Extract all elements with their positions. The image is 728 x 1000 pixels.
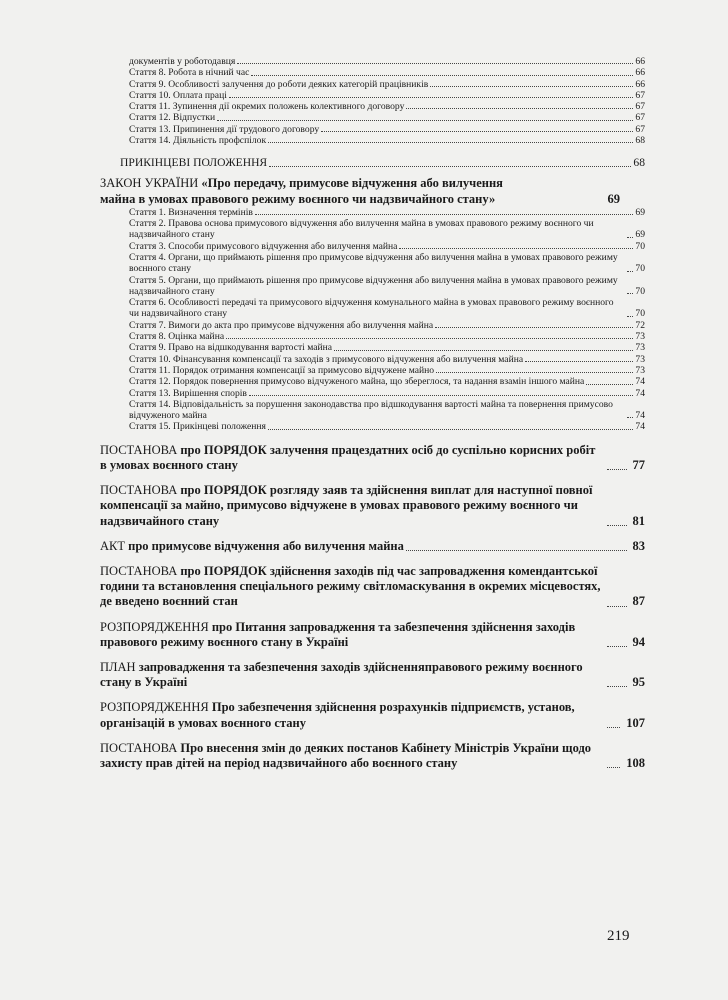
toc-entry-title	[100, 620, 605, 650]
toc-article-entry	[100, 207, 645, 218]
toc-article-entry	[100, 90, 645, 101]
toc-entry-page: 74	[635, 376, 645, 388]
toc-entry-title: Стаття 13. Припинення дії трудового договору	[129, 123, 320, 135]
toc-article-entry	[100, 112, 645, 123]
toc-entry-page: 66	[635, 78, 645, 90]
toc-article-entry	[100, 399, 645, 422]
toc-document-entry	[100, 620, 645, 650]
toc-article-entry	[100, 275, 645, 298]
dot-leader	[525, 361, 633, 362]
toc-entry-page: 73	[635, 342, 645, 354]
toc-entry-title: Стаття 13. Вирішення спорів	[129, 387, 247, 399]
toc-article-entry	[100, 241, 645, 252]
toc-entry-title	[100, 539, 404, 554]
dot-leader	[226, 338, 633, 339]
toc-entry-page: 72	[635, 319, 645, 331]
toc-entry-page: 67	[635, 101, 645, 113]
toc-entry-title: Стаття 9. Особливості залучення до роботи деяких категорій працівників	[129, 78, 429, 90]
dot-leader	[249, 395, 633, 396]
dot-leader	[334, 350, 633, 351]
toc-entry-final-provisions	[100, 156, 645, 170]
toc-article-entry	[100, 252, 645, 275]
toc-article-entry	[100, 320, 645, 331]
toc-article-entry	[100, 67, 645, 78]
document-type: ПЛАН	[100, 659, 139, 674]
toc-entry-page: 73	[635, 353, 645, 365]
toc-entry-title: Стаття 2. Правова основа примусового відчуження або вилучення майна в умовах правового режиму воєнного чи надзвичайного стану	[129, 218, 594, 241]
toc-entry-page: 94	[632, 634, 645, 649]
toc-article-entry	[100, 342, 645, 353]
toc-entry-title	[100, 700, 605, 730]
dot-leader	[430, 86, 633, 87]
toc-entry-title: Стаття 9. Право на відшкодування вартості майна	[129, 342, 333, 354]
dot-leader	[269, 166, 631, 167]
dot-leader	[229, 97, 634, 98]
toc-document-entry	[100, 443, 645, 473]
dot-leader	[627, 293, 633, 294]
toc-entry-page: 70	[635, 263, 645, 275]
toc-entry-title: Стаття 10. Оплата праці	[129, 89, 227, 101]
page-number: 219	[607, 928, 630, 944]
toc-article-entry	[100, 56, 645, 67]
toc-entry-page: 70	[635, 285, 645, 297]
toc-entry-title: Стаття 5. Органи, що приймають рішення про примусове відчуження або вилучення майна в умовах правового режиму надзвичайного стану	[129, 274, 618, 297]
dot-leader	[321, 131, 633, 132]
dot-leader	[268, 429, 633, 430]
toc-entry-title: Стаття 10. Фінансування компенсації та заходів з примусового відчуження або вилучення майна	[129, 353, 524, 365]
toc-article-entry	[100, 388, 645, 399]
toc-entry-title: Стаття 4. Органи, що приймають рішення про примусове відчуження або вилучення майна в умовах правового режиму воєнного стану	[129, 251, 618, 275]
toc-entry-page: 73	[635, 331, 645, 343]
law-title-line2: майна в умовах правового режиму воєнного чи надзвичайного стану»	[100, 191, 496, 206]
toc-entry-page: 68	[635, 135, 645, 147]
toc-entry-title: Стаття 12. Порядок повернення примусово відчуженого майна, що збереглося, та надання взамін іншого майна	[129, 376, 585, 388]
toc-entry-title	[100, 443, 605, 473]
toc-article-entry	[100, 101, 645, 112]
toc-entry-title: Стаття 11. Зупинення дії окремих положень колективного договору	[129, 101, 405, 113]
dot-leader	[607, 686, 627, 687]
dot-leader	[607, 727, 620, 728]
toc-entry-page: 70	[635, 240, 645, 252]
toc-entry-title: Стаття 1. Визначення термінів	[129, 206, 253, 218]
toc-entry-page: 107	[626, 715, 645, 730]
toc-entry-title	[100, 564, 605, 610]
toc-document-entry	[100, 564, 645, 610]
dot-leader	[268, 142, 633, 143]
toc-document-entry	[100, 539, 645, 554]
toc-entry-title	[100, 741, 605, 771]
document-title: про ПОРЯДОК залучення працездатних осіб до суспільно корисних робіт в умовах воєнного стану	[100, 442, 596, 472]
toc-entry-page: 73	[635, 364, 645, 376]
toc-entry-title: Стаття 11. Порядок отримання компенсації за примусово відчужене майно	[129, 364, 435, 376]
document-title: Про внесення змін до деяких постанов Кабінету Міністрів України щодо захисту прав дітей на період надзвичайного або воєнного стану	[100, 740, 592, 770]
toc-entry-page: 74	[635, 410, 645, 422]
document-type: АКТ	[100, 538, 129, 553]
toc-entry-page: 67	[635, 89, 645, 101]
document-type: ПОСТАНОВА	[100, 740, 181, 755]
dot-leader	[627, 316, 633, 317]
document-title: Про забезпечення здійснення розрахунків підприємств, установ, організацій в умовах воєнного стану	[100, 700, 575, 730]
toc-entry-page: 87	[632, 594, 645, 609]
toc-document-entry	[100, 741, 645, 771]
law-prefix: ЗАКОН УКРАЇНИ	[100, 176, 202, 191]
toc-entry-page: 66	[635, 67, 645, 79]
toc-entry-title: Стаття 12. Відпустки	[129, 112, 216, 124]
toc-entry-law	[100, 176, 645, 206]
toc-article-entry	[100, 365, 645, 376]
dot-leader	[607, 606, 627, 607]
toc-entry-page: 77	[632, 457, 645, 472]
toc-entry-page: 83	[632, 538, 645, 553]
toc-entry-title: документів у роботодавця	[129, 56, 236, 67]
toc-article-entry	[100, 331, 645, 342]
articles-top-list	[100, 56, 645, 146]
law-page: 69	[607, 191, 620, 206]
articles-law-list	[100, 207, 645, 433]
toc-document-entry	[100, 483, 645, 529]
toc-entry-title: ПРИКІНЦЕВІ ПОЛОЖЕННЯ	[120, 156, 268, 170]
dot-leader	[627, 271, 633, 272]
dot-leader	[406, 550, 627, 551]
toc-entry-title: Стаття 14. Відповідальність за порушення законодавства про відшкодування вартості майна та повернення примусово відчуженого майна	[129, 398, 613, 422]
document-title: про Питання запровадження та забезпечення здійснення заходів правового режиму воєнного стану в Україні	[100, 619, 576, 649]
toc-entry-page: 68	[633, 156, 645, 170]
toc-article-entry	[100, 354, 645, 365]
document-title: про ПОРЯДОК розгляду заяв та здійснення виплат для наступної повної компенсації за майно, примусово відчужене в умовах правового режиму воєнного чи надзвичайного стану	[100, 483, 593, 528]
toc-entry-page: 74	[635, 387, 645, 399]
toc-document-entry	[100, 700, 645, 730]
toc-entry-title	[100, 483, 605, 529]
document-type: ПОСТАНОВА	[100, 442, 181, 457]
document-type: ПОСТАНОВА	[100, 483, 181, 498]
dot-leader	[435, 327, 633, 328]
document-type: РОЗПОРЯДЖЕННЯ	[100, 700, 212, 715]
toc-article-entry	[100, 376, 645, 387]
toc-article-entry	[100, 218, 645, 241]
toc-entry-page: 95	[632, 675, 645, 690]
toc-entry-page: 69	[635, 229, 645, 241]
toc-entry-title: Стаття 15. Прикінцеві положення	[129, 421, 266, 433]
documents-list	[100, 443, 645, 771]
toc-entry-page: 67	[635, 123, 645, 135]
dot-leader	[607, 646, 627, 647]
dot-leader	[399, 248, 633, 249]
dot-leader	[237, 63, 633, 64]
document-type: ПОСТАНОВА	[100, 563, 181, 578]
toc-entry-page: 67	[635, 112, 645, 124]
toc-entry-title: Стаття 7. Вимоги до акта про примусове відчуження або вилучення майна	[129, 319, 434, 331]
toc-article-entry	[100, 79, 645, 90]
toc-article-entry	[100, 297, 645, 320]
table-of-contents	[100, 56, 645, 771]
dot-leader	[627, 237, 633, 238]
dot-leader	[586, 384, 633, 385]
toc-entry-page: 70	[635, 308, 645, 320]
dot-leader	[436, 372, 633, 373]
dot-leader	[607, 767, 620, 768]
toc-entry-page: 74	[635, 421, 645, 433]
dot-leader	[217, 120, 633, 121]
toc-entry-page: 81	[632, 513, 645, 528]
dot-leader	[627, 417, 633, 418]
toc-article-entry	[100, 124, 645, 135]
toc-entry-title: Стаття 8. Оцінка майна	[129, 331, 225, 343]
dot-leader	[251, 75, 633, 76]
toc-article-entry	[100, 135, 645, 146]
law-title-line1: «Про передачу, примусове відчуження або вилучення	[201, 176, 503, 191]
dot-leader	[255, 214, 633, 215]
dot-leader	[406, 108, 633, 109]
document-type: РОЗПОРЯДЖЕННЯ	[100, 619, 212, 634]
toc-entry-title: Стаття 3. Способи примусового відчуження або вилучення майна	[129, 240, 398, 252]
dot-leader	[607, 469, 627, 470]
toc-entry-title: Стаття 14. Діяльність профспілок	[129, 135, 267, 147]
document-title: про примусове відчуження або вилучення майна	[128, 538, 404, 553]
toc-entry-title	[100, 660, 605, 690]
toc-entry-page: 108	[626, 755, 645, 770]
toc-entry-page: 66	[635, 56, 645, 67]
toc-article-entry	[100, 421, 645, 432]
toc-document-entry	[100, 660, 645, 690]
dot-leader	[607, 525, 627, 526]
toc-entry-page: 69	[635, 206, 645, 218]
document-title: запровадження та забезпечення заходів здійсненняправового режиму воєнного стану в Україні	[100, 659, 583, 690]
toc-entry-title: Стаття 6. Особливості передачі та примусового відчуження комунального майна в умовах правового режиму воєнного чи надзвичайного стану	[129, 297, 614, 320]
document-title: про ПОРЯДОК здійснення заходів під час запровадження комендантської години та встановлення спеціального режиму світломаскування в окремих місцевостях, де введено воєнний стан	[100, 563, 601, 609]
toc-entry-title: Стаття 8. Робота в нічний час	[129, 67, 250, 79]
